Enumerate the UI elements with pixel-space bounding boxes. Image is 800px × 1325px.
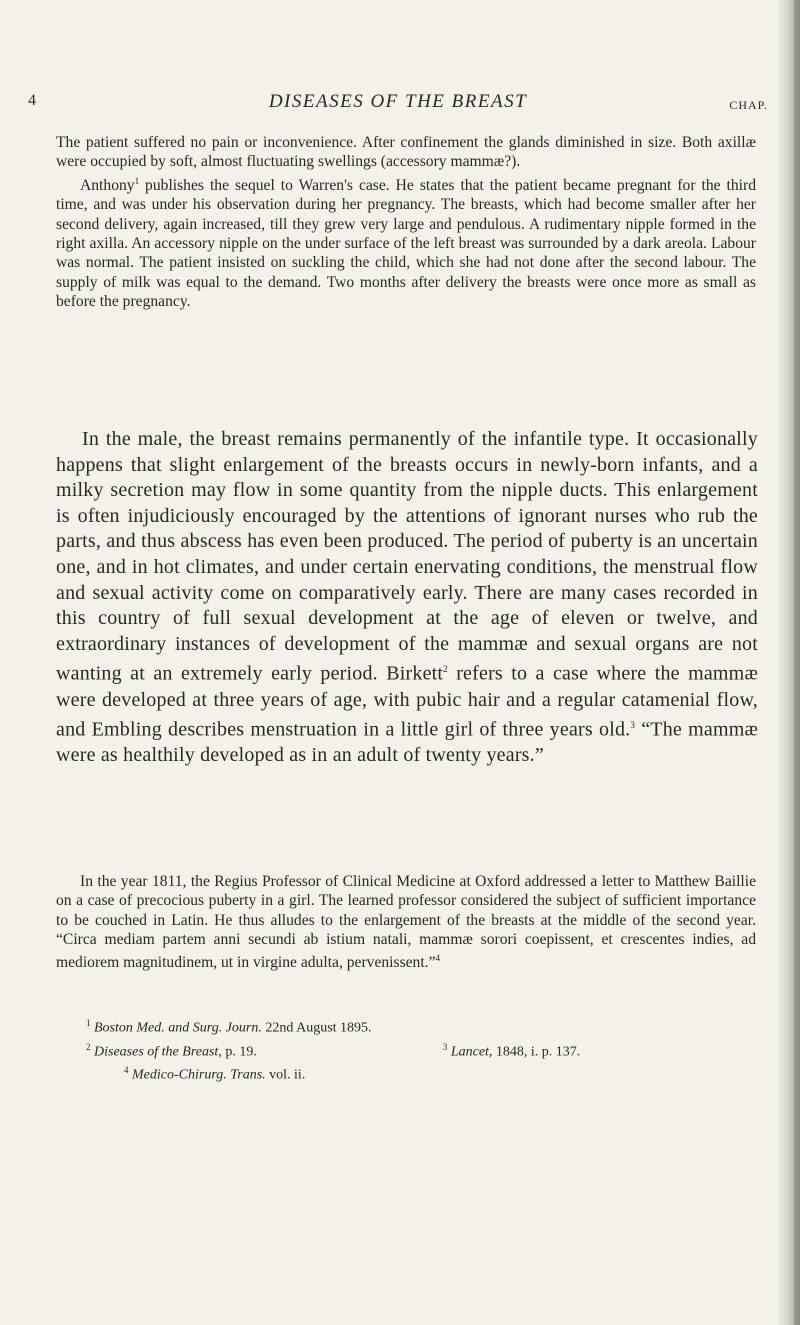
- page-edge-shadow: [778, 0, 800, 1325]
- footnote-mark: 3: [442, 1041, 448, 1052]
- footnote-mark: 1: [86, 1018, 91, 1028]
- paragraph-confinement: [56, 133, 756, 172]
- chapter-mark: CHAP.: [729, 98, 768, 112]
- footnote-detail: vol. ii.: [265, 1067, 306, 1083]
- footnote-detail: 1848, i. p. 137.: [492, 1044, 581, 1060]
- footnote-mark: 2: [86, 1041, 91, 1052]
- paragraph-text: refers to a case where the mammæ were developed at three years of age, with pubic hair and a regular catamenial flow, and Embling describes menstruation in a little girl of three years old.: [56, 663, 758, 741]
- footnotes: [56, 1014, 756, 1085]
- footnote-row: [56, 1038, 756, 1062]
- paragraph-text: Anthony: [80, 177, 135, 195]
- footnote-1: [56, 1014, 756, 1038]
- paragraph-male-breast: [56, 427, 758, 769]
- paragraph-text: “The mammæ were as healthily developed as in an adult of twenty years.”: [56, 718, 758, 767]
- paragraph-text: In the male, the breast remains permanently of the infantile type. It occasionally happens that slight enlargement of the breasts occurs in newly-born infants, and a milky secretion may flow in some quantity from the nipple ducts. This enlargement is often injudiciously encouraged by the attentions of ignorant nurses who rub the parts, and thus abscess has even been produced. The period of puberty is an uncertain one, and in hot climates, and under certain enervating conditions, the menstrual flow and sexual activity come on comparatively early. There are many cases recorded in this country of full sexual development at the age of eleven or twelve, and extraordinary instances of development of the mammæ and sexual organs are not wanting at an extremely early period. Birkett: [56, 428, 758, 685]
- footnote-ref-2: 2: [443, 664, 448, 675]
- footnote-mark: 4: [124, 1065, 129, 1076]
- footnote-ref-3: 3: [630, 720, 636, 731]
- footnote-source: Medico-Chirurg. Trans.: [132, 1067, 266, 1083]
- footnote-source: Lancet,: [450, 1044, 493, 1060]
- paragraph-anthony: [56, 172, 756, 311]
- paragraph-text: In the year 1811, the Regius Professor of Clinical Medicine at Oxford addressed a letter to Matthew Baillie on a case of precocious puberty in a girl. The learned professor considered the subject of sufficient importance to be couched in Latin. He thus alludes to the enlargement of the breasts at the middle of the second year. “Circa mediam partem anni secundi ab istium natali, mammæ sorori coepissent, et crescentes indies, ad mediorem magnitudinem, ut in virgine adulta, pervenissent.”: [56, 873, 756, 972]
- footnote-source: Boston Med. and Surg. Journ.: [94, 1020, 262, 1036]
- page-number: 4: [28, 92, 36, 109]
- running-title: DISEASES OF THE BREAST: [268, 91, 528, 112]
- footnote-3: [443, 1038, 581, 1062]
- paragraph-text: publishes the sequel to Warren's case. He states that the patient became pregnant for the third time, and was under his observation during her pregnancy. The breasts, which had become smaller after her second delivery, again increased, till they grew very large and pendulous. A rudimentary nipple formed in the right axilla. An accessory nipple on the under surface of the left breast was surrounded by a dark areola. Labour was normal. The patient insisted on suckling the child, which she had not done after the second labour. The supply of milk was equal to the demand. Two months after delivery the breasts were once more as small as before the pregnancy.: [56, 177, 756, 310]
- footnote-source: Diseases of the Breast,: [94, 1044, 222, 1060]
- footnote-ref-4: 4: [435, 953, 441, 964]
- page-header: [28, 92, 768, 116]
- footnote-detail: 22nd August 1895.: [261, 1020, 372, 1036]
- paragraph-text: The patient suffered no pain or inconvenience. After confinement the glands diminished in size. Both axillæ were occupied by soft, almost fluctuating swellings (accessory mammæ?).: [56, 134, 756, 171]
- footnote-detail: p. 19.: [221, 1044, 257, 1060]
- paragraph-regius-professor: [56, 872, 756, 973]
- footnote-2: [86, 1038, 257, 1062]
- footnote-ref-1: 1: [134, 176, 140, 186]
- footnote-4: [56, 1061, 756, 1085]
